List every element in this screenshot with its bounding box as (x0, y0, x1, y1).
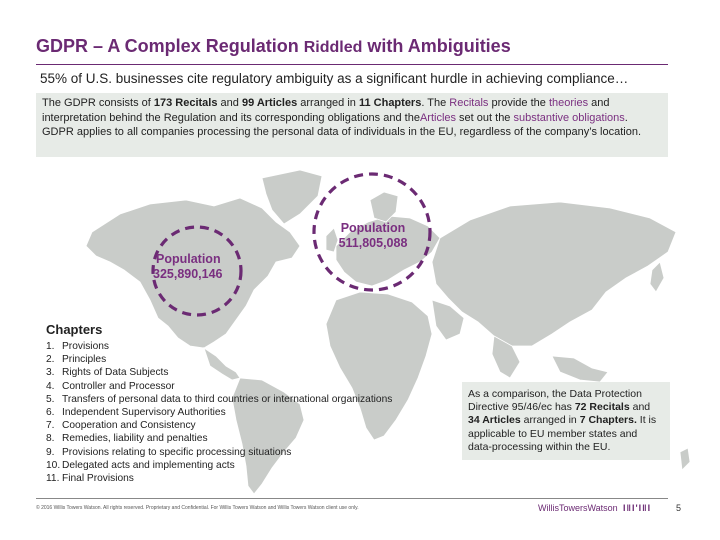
articles-count: 99 Articles (241, 97, 298, 109)
chapters-count: 11 Chapters (358, 97, 422, 109)
eu-population-value: 511,805,088 (338, 236, 408, 250)
chapter-item (46, 353, 392, 366)
intro-text: and (217, 97, 242, 109)
recitals-count: 173 Recitals (153, 97, 218, 109)
chapter-text: Cooperation and Consistency (62, 420, 196, 432)
chapter-text: Controller and Processor (62, 380, 175, 392)
chapter-number: 10. (46, 459, 61, 471)
substantive-highlight: substantive obligations (513, 111, 625, 124)
new-zealand-shape (680, 448, 690, 470)
us-population-value: 325,890,146 (153, 267, 223, 281)
intro-text: The GDPR consists of (42, 97, 154, 109)
asia-shape (432, 202, 676, 346)
chapter-number: 2. (46, 354, 55, 366)
title-riddled: Riddled (303, 39, 363, 56)
recitals-highlight: Recitals (449, 97, 489, 109)
title-main: GDPR – A Complex Regulation (36, 36, 304, 56)
chapter-number: 9. (46, 446, 55, 458)
title-divider (36, 64, 668, 65)
us-population-label (153, 252, 223, 282)
intro-box (36, 93, 668, 157)
chapter-number: 8. (46, 433, 55, 445)
chapters-list (46, 340, 392, 485)
theories-highlight: theories (548, 97, 589, 109)
eu-population-label (333, 221, 413, 251)
chapter-number: 3. (46, 367, 55, 379)
chapter-item (46, 406, 392, 419)
intro-text: . GDPR applies to all companies processing the personal data of individuals in the EU, regardless of the company’s location. (42, 111, 642, 138)
chapter-number: 7. (46, 420, 55, 432)
chapter-number: 1. (46, 341, 55, 352)
comparison-text: It is applicable to EU member states and data-processing within the EU. (468, 414, 657, 453)
comparison-text: arranged in (520, 414, 580, 427)
chapter-text: Provisions (62, 341, 109, 352)
footer-copyright: © 2016 Willis Towers Watson. All rights reserved. Proprietary and Confidential. For Willis Towers Watson and Willis Towers Watson client use only. (36, 505, 359, 511)
chapter-item (46, 340, 392, 353)
chapters-heading: Chapters (46, 322, 103, 337)
page-number: 5 (676, 503, 682, 513)
directive-chapters: 7 Chapters. (579, 414, 637, 427)
directive-recitals: 72 Recitals (574, 401, 630, 414)
japan-shape (650, 262, 664, 292)
comparison-box (462, 382, 670, 460)
intro-text: provide the (488, 97, 549, 109)
chapter-text: Transfers of personal data to third countries or international organizations (62, 393, 393, 405)
intro-text: set out the (456, 111, 514, 124)
chapter-item (46, 446, 392, 459)
chapter-text: Rights of Data Subjects (62, 367, 169, 379)
chapter-item (46, 472, 392, 485)
chapter-text: Provisions relating to specific processing situations (62, 446, 292, 458)
us-population-title: Population (156, 252, 221, 266)
footer-divider (36, 498, 668, 499)
subtitle: 55% of U.S. businesses cite regulatory ambiguity as a significant hurdle in achieving compliance… (40, 71, 629, 86)
intro-text: arranged in (297, 97, 359, 109)
chapter-item (46, 419, 392, 432)
articles-highlight: Articles (419, 111, 456, 124)
chapter-number: 5. (46, 393, 55, 405)
chapter-number: 6. (46, 407, 55, 419)
comparison-text: and (629, 401, 651, 414)
brand-mark-icon: I‖I'I‖I (623, 503, 652, 513)
chapter-item (46, 393, 392, 406)
brand-logo-text: WillisTowersWatson (538, 503, 618, 513)
chapter-number: 4. (46, 380, 55, 392)
directive-articles: 34 Articles (468, 414, 521, 427)
chapter-item (46, 380, 392, 393)
chapter-item (46, 366, 392, 379)
chapter-text: Remedies, liability and penalties (62, 433, 208, 445)
chapter-text: Independent Supervisory Authorities (62, 407, 226, 419)
comparison-text: As a comparison, the Data Protection Directive 95/46/ec has (468, 388, 642, 414)
chapter-number: 11. (46, 473, 60, 485)
title-end: with Ambiguities (362, 36, 511, 56)
southeast-asia-shape (552, 356, 608, 382)
greenland-shape (262, 170, 322, 224)
chapter-text: Delegated acts and implementing acts (62, 459, 235, 471)
chapter-item (46, 432, 392, 445)
intro-text: and interpretation behind the Regulation and its corresponding obligations and the (42, 97, 610, 124)
page-title (36, 36, 511, 57)
chapter-text: Principles (62, 354, 107, 366)
intro-text: . The (421, 97, 450, 109)
eu-population-title: Population (340, 221, 406, 235)
chapter-text: Final Provisions (62, 473, 134, 485)
chapter-item (46, 459, 392, 472)
